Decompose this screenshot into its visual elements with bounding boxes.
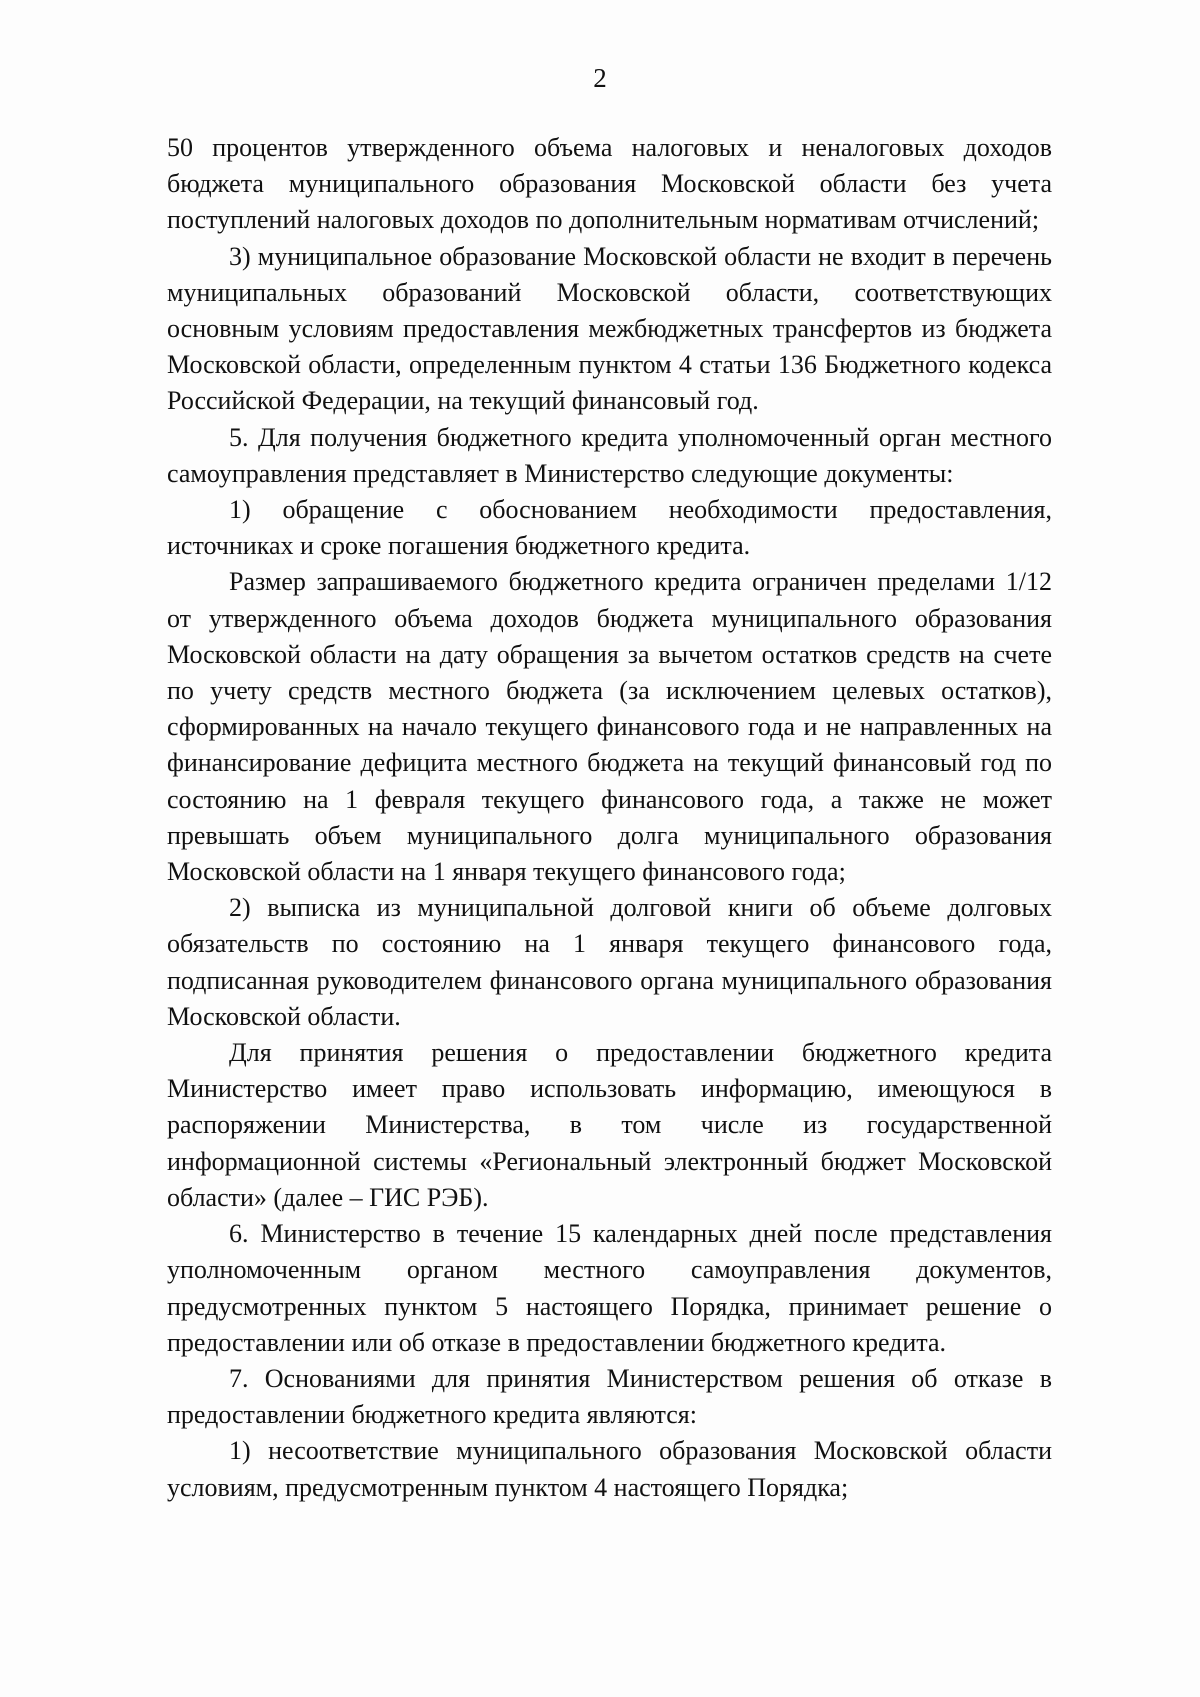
paragraph-clause-5: 5. Для получения бюджетного кредита уполномоченный орган местного самоуправления представляет в Министерство следующие документы: <box>167 422 1052 488</box>
paragraph-decision-info: Для принятия решения о предоставлении бюджетного кредита Министерство имеет право использовать информацию, имеющуюся в распоряжении Министерства, в том числе из государственной информационной системы «Региональный электронный бюджет Московской области» (далее – ГИС РЭБ). <box>167 1038 1052 1212</box>
paragraph-credit-size: Размер запрашиваемого бюджетного кредита ограничен пределами 1/12 от утвержденного объема доходов бюджета муниципального образования Московской области на дату обращения за вычетом остатков средств на счете по учету средств местного бюджета (за исключением целевых остатков), сформированных на начало текущего финансового года и не направленных на финансирование дефицита местного бюджета на текущий финансовый год по состоянию на 1 февраля текущего финансового года, а также не может превышать объем муниципального долга муниципального образования Московской области на 1 января текущего финансового года; <box>167 567 1052 887</box>
page-number: 2 <box>593 63 607 93</box>
paragraph-clause-5-item-1: 1) обращение с обоснованием необходимости предоставления, источниках и сроке погашения бюджетного кредита. <box>167 495 1052 561</box>
paragraph-clause-7-item-1: 1) несоответствие муниципального образования Московской области условиям, предусмотренным пунктом 4 настоящего Порядка; <box>167 1436 1052 1502</box>
paragraph-clause-7: 7. Основаниями для принятия Министерством решения об отказе в предоставлении бюджетного кредита являются: <box>167 1363 1052 1430</box>
paragraph-continuation: 50 процентов утвержденного объема налоговых и неналоговых доходов бюджета муниципального образования Московской области без учета поступлений налоговых доходов по дополнительным нормативам отчислений; <box>167 133 1052 235</box>
paragraph-clause-6: 6. Министерство в течение 15 календарных дней после представления уполномоченным органом местного самоуправления документов, предусмотренных пунктом 5 настоящего Порядка, принимает решение о предоставлении или об отказе в предоставлении бюджетного кредита. <box>167 1219 1052 1357</box>
paragraph-item-3: 3) муниципальное образование Московской области не входит в перечень муниципальных образований Московской области, соответствующих основным условиям предоставления межбюджетных трансфертов из бюджета Московской области, определенным пунктом 4 статьи 136 Бюджетного кодекса Российской Федерации, на текущий финансовый год. <box>167 241 1052 416</box>
document-body <box>167 130 1052 1506</box>
paragraph-clause-5-item-2: 2) выписка из муниципальной долговой книги об объеме долговых обязательств по состоянию на 1 января текущего финансового года, подписанная руководителем финансового органа муниципального образования Московской области. <box>167 893 1052 1031</box>
